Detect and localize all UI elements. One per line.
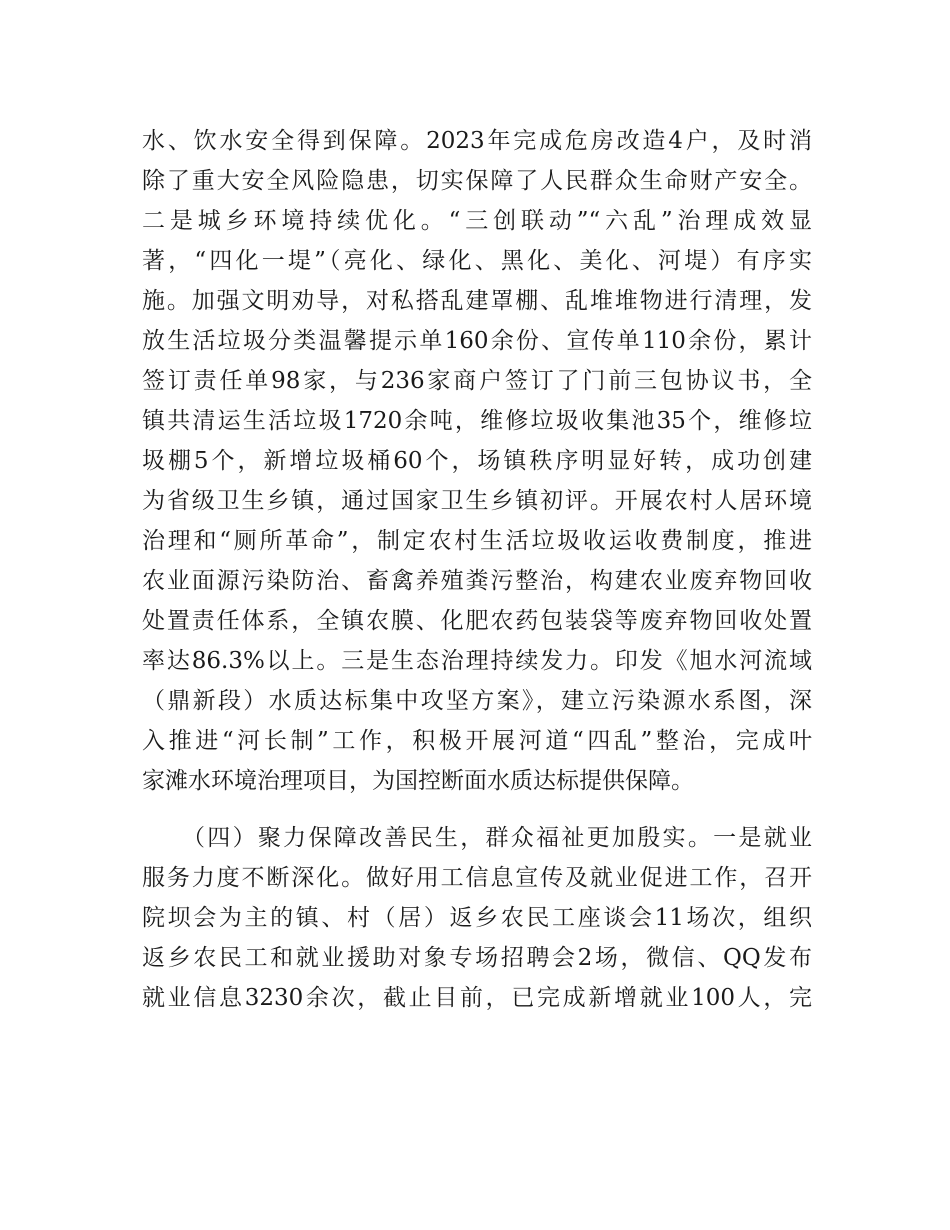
paragraph-line: 服务力度不断深化。做好用工信息宣传及就业促进工作，召开 (142, 865, 812, 891)
paragraph-line: 率达86.3%以上。三是生态治理持续发力。印发《旭水河流域 (142, 648, 812, 674)
paragraph-line: 家滩水环境治理项目，为国控断面水质达标提供保障。 (142, 768, 694, 794)
paragraph-line: 施。加强文明劝导，对私搭乱建罩棚、乱堆堆物进行清理，发 (142, 288, 812, 314)
paragraph-line: 处置责任体系，全镇农膜、化肥农药包装袋等废弃物回收处置 (142, 608, 812, 634)
paragraph-line: 水、饮水安全得到保障。2023年完成危房改造4户，及时消 (142, 128, 812, 154)
paragraph-line: 圾棚5个，新增垃圾桶60个，场镇秩序明显好转，成功创建 (142, 448, 812, 474)
paragraph-line: 二是城乡环境持续优化。“三创联动”“六乱”治理成效显 (142, 208, 812, 234)
paragraph-line: 镇共清运生活垃圾1720余吨，维修垃圾收集池35个，维修垃 (142, 408, 812, 434)
paragraph-line: 签订责任单98家，与236家商户签订了门前三包协议书，全 (142, 368, 812, 394)
paragraph-line: 就业信息3230余次，截止目前，已完成新增就业100人，完 (142, 985, 812, 1011)
paragraph-line: 院坝会为主的镇、村（居）返乡农民工座谈会11场次，组织 (142, 905, 812, 931)
paragraph-line: 著，“四化一堤”（亮化、绿化、黑化、美化、河堤）有序实 (142, 248, 812, 274)
paragraph-line: 返乡农民工和就业援助对象专场招聘会2场，微信、QQ发布 (142, 945, 812, 971)
paragraph-line: （鼎新段）水质达标集中攻坚方案》，建立污染源水系图，深 (142, 688, 812, 714)
paragraph-line: 放生活垃圾分类温馨提示单160余份、宣传单110余份，累计 (142, 328, 812, 354)
paragraph-first-line: （四）聚力保障改善民生，群众福祉更加殷实。一是就业 (182, 825, 812, 851)
paragraph-line: 农业面源污染防治、畜禽养殖粪污整治，构建农业废弃物回收 (142, 568, 812, 594)
paragraph-line: 为省级卫生乡镇，通过国家卫生乡镇初评。开展农村人居环境 (142, 488, 812, 514)
paragraph-line: 治理和“厕所革命”，制定农村生活垃圾收运收费制度，推进 (142, 528, 812, 554)
paragraph-line: 除了重大安全风险隐患，切实保障了人民群众生命财产安全。 (142, 168, 812, 194)
paragraph-line: 入推进“河长制”工作，积极开展河道“四乱”整治，完成叶 (142, 728, 812, 754)
